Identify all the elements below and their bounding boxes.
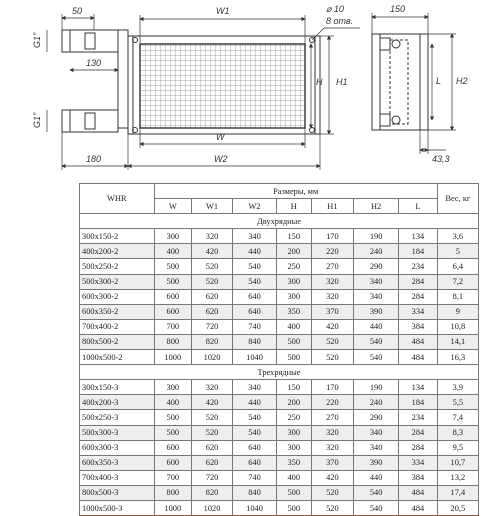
value-cell: 600 (154, 440, 191, 455)
value-cell: 720 (191, 319, 232, 334)
value-cell: 3,9 (437, 380, 478, 395)
group-title: Трехрядные (80, 365, 479, 380)
grille (140, 44, 305, 128)
value-cell: 10,7 (437, 455, 478, 470)
dim-hole-diameter: ⌀ 10 (326, 4, 344, 14)
model-cell: 400x200-3 (80, 395, 155, 410)
value-cell: 9,5 (437, 440, 478, 455)
value-cell: 190 (354, 229, 399, 244)
value-cell: 540 (354, 500, 399, 515)
value-cell: 320 (191, 229, 232, 244)
table-row (80, 350, 479, 365)
value-cell: 500 (276, 500, 311, 515)
value-cell: 620 (191, 304, 232, 319)
value-cell: 840 (233, 485, 277, 500)
model-cell: 800x500-3 (80, 485, 155, 500)
value-cell: 390 (354, 455, 399, 470)
value-cell: 320 (311, 289, 353, 304)
value-cell: 300 (154, 229, 191, 244)
value-cell: 350 (276, 304, 311, 319)
value-cell: 250 (276, 410, 311, 425)
model-cell: 300x150-3 (80, 380, 155, 395)
value-cell: 384 (399, 470, 438, 485)
value-cell: 1040 (233, 500, 277, 515)
table-row (80, 319, 479, 334)
value-cell: 170 (311, 229, 353, 244)
table-row (80, 410, 479, 425)
dim-130: 130 (86, 58, 102, 68)
value-cell: 134 (399, 229, 438, 244)
table-row (80, 470, 479, 485)
model-cell: 1000x500-2 (80, 350, 155, 365)
model-cell: 700x400-3 (80, 470, 155, 485)
value-cell: 340 (354, 289, 399, 304)
table-row (80, 485, 479, 500)
value-cell: 270 (311, 410, 353, 425)
header-col-h2: H2 (354, 199, 399, 214)
value-cell: 500 (276, 485, 311, 500)
front-view (62, 30, 320, 134)
value-cell: 840 (233, 334, 277, 349)
value-cell: 5 (437, 244, 478, 259)
value-cell: 240 (354, 244, 399, 259)
value-cell: 484 (399, 500, 438, 515)
value-cell: 184 (399, 244, 438, 259)
value-cell: 400 (154, 395, 191, 410)
value-cell: 300 (276, 289, 311, 304)
model-cell: 600x300-3 (80, 440, 155, 455)
value-cell: 520 (191, 425, 232, 440)
model-cell: 500x250-3 (80, 410, 155, 425)
value-cell: 620 (191, 440, 232, 455)
value-cell: 540 (354, 350, 399, 365)
value-cell: 170 (311, 380, 353, 395)
value-cell: 700 (154, 470, 191, 485)
side-view (372, 34, 428, 130)
value-cell: 500 (276, 350, 311, 365)
model-cell: 600x350-2 (80, 304, 155, 319)
value-cell: 290 (354, 410, 399, 425)
value-cell: 234 (399, 410, 438, 425)
dim-50: 50 (72, 6, 83, 16)
value-cell: 200 (276, 395, 311, 410)
value-cell: 284 (399, 440, 438, 455)
spec-table (79, 183, 479, 516)
table-row (80, 229, 479, 244)
collector (118, 30, 128, 128)
group-title: Двухрядные (80, 214, 479, 229)
value-cell: 640 (233, 304, 277, 319)
value-cell: 620 (191, 455, 232, 470)
value-cell: 740 (233, 319, 277, 334)
value-cell: 720 (191, 470, 232, 485)
value-cell: 20,5 (437, 500, 478, 515)
table-row (80, 259, 479, 274)
value-cell: 16,3 (437, 350, 478, 365)
value-cell: 440 (354, 470, 399, 485)
value-cell: 540 (233, 425, 277, 440)
value-cell: 500 (154, 274, 191, 289)
value-cell: 200 (276, 244, 311, 259)
table-row (80, 455, 479, 470)
value-cell: 820 (191, 334, 232, 349)
value-cell: 340 (233, 380, 277, 395)
table-row (80, 380, 479, 395)
model-cell: 500x300-2 (80, 274, 155, 289)
model-cell: 1000x500-3 (80, 500, 155, 515)
value-cell: 520 (311, 485, 353, 500)
value-cell: 640 (233, 289, 277, 304)
group-row (80, 365, 479, 380)
dim-150: 150 (390, 4, 406, 14)
value-cell: 250 (276, 259, 311, 274)
value-cell: 13,2 (437, 470, 478, 485)
dim-holes-count: 8 отв. (326, 16, 354, 26)
value-cell: 420 (191, 395, 232, 410)
table-row (80, 440, 479, 455)
table-row (80, 289, 479, 304)
model-cell: 500x250-2 (80, 259, 155, 274)
model-cell: 700x400-2 (80, 319, 155, 334)
value-cell: 520 (191, 274, 232, 289)
value-cell: 820 (191, 485, 232, 500)
value-cell: 320 (311, 425, 353, 440)
group-row (80, 214, 479, 229)
value-cell: 540 (354, 485, 399, 500)
header-col-h1: H1 (311, 199, 353, 214)
value-cell: 8,3 (437, 425, 478, 440)
value-cell: 334 (399, 304, 438, 319)
value-cell: 300 (276, 274, 311, 289)
dim-g1-bottom: G1" (32, 112, 42, 128)
value-cell: 420 (191, 244, 232, 259)
model-cell: 600x300-2 (80, 289, 155, 304)
value-cell: 134 (399, 380, 438, 395)
value-cell: 3,6 (437, 229, 478, 244)
dim-h2: H2 (456, 76, 468, 86)
value-cell: 220 (311, 244, 353, 259)
model-cell: 400x200-2 (80, 244, 155, 259)
dim-w: W (216, 132, 225, 142)
value-cell: 520 (311, 500, 353, 515)
header-col-w2: W2 (233, 199, 277, 214)
value-cell: 300 (276, 425, 311, 440)
value-cell: 190 (354, 380, 399, 395)
value-cell: 320 (311, 440, 353, 455)
value-cell: 150 (276, 229, 311, 244)
value-cell: 500 (154, 259, 191, 274)
value-cell: 220 (311, 395, 353, 410)
value-cell: 400 (276, 319, 311, 334)
value-cell: 284 (399, 274, 438, 289)
value-cell: 484 (399, 350, 438, 365)
value-cell: 1020 (191, 350, 232, 365)
header-col-h: H (276, 199, 311, 214)
header-dimensions: Размеры, мм (154, 184, 437, 199)
value-cell: 600 (154, 455, 191, 470)
value-cell: 340 (354, 274, 399, 289)
value-cell: 420 (311, 470, 353, 485)
value-cell: 6,4 (437, 259, 478, 274)
value-cell: 270 (311, 259, 353, 274)
value-cell: 17,4 (437, 485, 478, 500)
value-cell: 484 (399, 485, 438, 500)
model-cell: 800x500-2 (80, 334, 155, 349)
value-cell: 7,2 (437, 274, 478, 289)
value-cell: 290 (354, 259, 399, 274)
value-cell: 334 (399, 455, 438, 470)
value-cell: 540 (233, 274, 277, 289)
value-cell: 484 (399, 334, 438, 349)
value-cell: 1020 (191, 500, 232, 515)
value-cell: 540 (233, 410, 277, 425)
table-row (80, 425, 479, 440)
value-cell: 600 (154, 289, 191, 304)
value-cell: 300 (154, 380, 191, 395)
value-cell: 420 (311, 319, 353, 334)
value-cell: 640 (233, 440, 277, 455)
value-cell: 184 (399, 395, 438, 410)
spec-table-body (80, 214, 479, 516)
model-cell: 600x350-3 (80, 455, 155, 470)
value-cell: 640 (233, 455, 277, 470)
value-cell: 700 (154, 319, 191, 334)
value-cell: 1000 (154, 350, 191, 365)
value-cell: 540 (233, 259, 277, 274)
value-cell: 800 (154, 334, 191, 349)
dim-w2: W2 (214, 154, 228, 164)
value-cell: 10,8 (437, 319, 478, 334)
value-cell: 440 (233, 244, 277, 259)
dim-w1: W1 (216, 6, 230, 16)
dim-180: 180 (86, 154, 102, 164)
value-cell: 520 (311, 334, 353, 349)
value-cell: 440 (233, 395, 277, 410)
value-cell: 520 (191, 259, 232, 274)
value-cell: 284 (399, 425, 438, 440)
model-cell: 500x300-3 (80, 425, 155, 440)
value-cell: 370 (311, 304, 353, 319)
value-cell: 240 (354, 395, 399, 410)
value-cell: 800 (154, 485, 191, 500)
value-cell: 340 (233, 229, 277, 244)
value-cell: 600 (154, 304, 191, 319)
value-cell: 5,5 (437, 395, 478, 410)
value-cell: 1000 (154, 500, 191, 515)
table-row (80, 274, 479, 289)
value-cell: 500 (276, 334, 311, 349)
value-cell: 520 (311, 350, 353, 365)
value-cell: 390 (354, 304, 399, 319)
value-cell: 340 (354, 440, 399, 455)
table-row (80, 395, 479, 410)
value-cell: 320 (191, 380, 232, 395)
value-cell: 500 (154, 425, 191, 440)
value-cell: 340 (354, 425, 399, 440)
value-cell: 150 (276, 380, 311, 395)
header-weight: Вес, кг (437, 184, 478, 214)
value-cell: 300 (276, 440, 311, 455)
mount-hole (310, 128, 315, 133)
value-cell: 400 (276, 470, 311, 485)
dim-g1-top: G1" (32, 32, 42, 48)
dim-43-3: 43,3 (432, 154, 450, 164)
table-row (80, 304, 479, 319)
value-cell: 1040 (233, 350, 277, 365)
value-cell: 740 (233, 470, 277, 485)
header-col-w1: W1 (191, 199, 232, 214)
value-cell: 234 (399, 259, 438, 274)
value-cell: 14,1 (437, 334, 478, 349)
value-cell: 350 (276, 455, 311, 470)
value-cell: 540 (354, 334, 399, 349)
value-cell: 8,1 (437, 289, 478, 304)
value-cell: 500 (154, 410, 191, 425)
dim-l: L (436, 76, 442, 86)
value-cell: 440 (354, 319, 399, 334)
table-row (80, 500, 479, 515)
dim-h: H (316, 77, 323, 87)
table-row (80, 334, 479, 349)
value-cell: 7,4 (437, 410, 478, 425)
value-cell: 400 (154, 244, 191, 259)
value-cell: 620 (191, 289, 232, 304)
header-col-w: W (154, 199, 191, 214)
value-cell: 9 (437, 304, 478, 319)
value-cell: 284 (399, 289, 438, 304)
header-whr: WHR (80, 184, 155, 214)
table-row (80, 244, 479, 259)
value-cell: 370 (311, 455, 353, 470)
value-cell: 320 (311, 274, 353, 289)
value-cell: 520 (191, 410, 232, 425)
technical-drawing (0, 0, 500, 182)
header-col-l: L (399, 199, 438, 214)
model-cell: 300x150-2 (80, 229, 155, 244)
value-cell: 384 (399, 319, 438, 334)
dim-h1: H1 (336, 77, 348, 87)
